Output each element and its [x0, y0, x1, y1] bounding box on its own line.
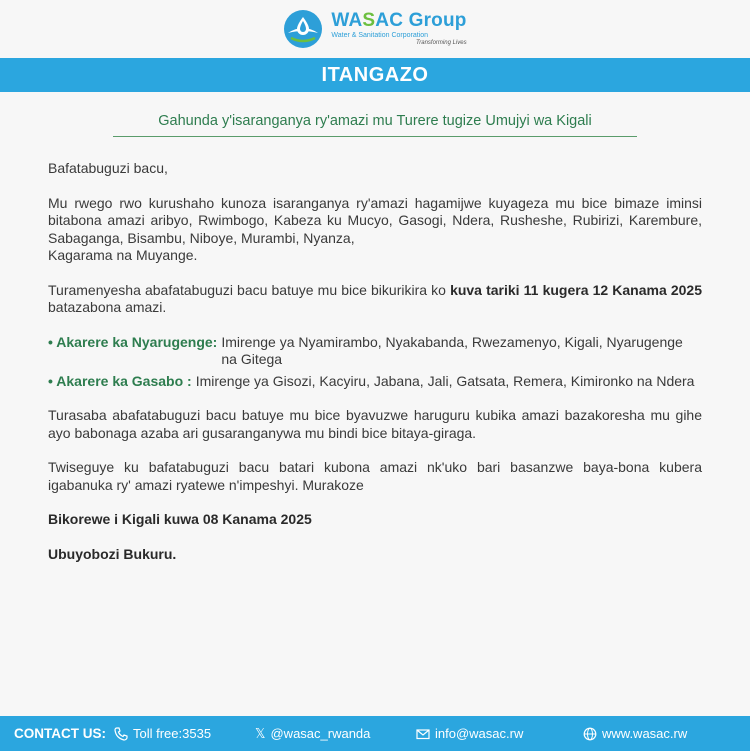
district-item: [48, 334, 702, 369]
paragraph-1: Mu rwego rwo kurushaho kunoza isaranganya ry'amazi hagamijwe kuyageza mu bice bimaze iminsi bitabona amazi aribyo, Rwimbogo, Kabeza ku Mucyo, Gasogi, Ndera, Rusheshe, Rubirizi, Karembure, Sabaganga, Bisambu, Niboye, Murambi, Nyanza,: [48, 194, 702, 246]
paragraph-4: Twiseguye ku bafatabuguzi bacu batari kubona amazi nk'uko bari basanzwe baya-bona kubera igabanuka ry' amazi ryatewe n'impeshyi. Murakoze: [48, 459, 702, 493]
email-address: info@wasac.rw: [435, 726, 524, 741]
announcement-banner: [0, 58, 750, 92]
district-label: • Akarere ka Gasabo :: [48, 372, 192, 389]
x-twitter-icon: 𝕏: [255, 725, 266, 741]
district-label: • Akarere ka Nyarugenge:: [48, 333, 218, 350]
org-tagline: Transforming Lives: [416, 40, 467, 46]
logo: [283, 9, 466, 49]
contact-footer: [0, 716, 750, 751]
twitter-handle: @wasac_rwanda: [270, 726, 371, 741]
globe-icon: [583, 727, 597, 741]
org-subtitle: Water & Sanitation Corporation: [331, 32, 429, 39]
phone-icon: [114, 727, 128, 741]
subject-heading: Gahunda y'isaranganya ry'amazi mu Turere tugize Umujyi wa Kigali: [158, 113, 592, 129]
water-drop-logo-icon: [283, 9, 323, 49]
paragraph-1-last-line: Kagarama na Muyange.: [48, 247, 198, 263]
banner-title: ITANGAZO: [321, 63, 429, 86]
greeting: Bafatabuguzi bacu,: [48, 160, 168, 176]
district-sectors: Imirenge ya Nyamirambo, Nyakabanda, Rwezamenyo, Kigali, Nyarugenge na Gitega: [221, 333, 683, 367]
website-link[interactable]: [583, 716, 687, 751]
header-logo: [0, 0, 750, 57]
contact-label: CONTACT US:: [14, 726, 106, 741]
email-link[interactable]: [416, 716, 523, 751]
phone-contact[interactable]: [114, 716, 211, 751]
district-item: [48, 373, 702, 391]
mail-icon: [416, 727, 430, 741]
website-url: www.wasac.rw: [602, 726, 688, 741]
district-sectors: Imirenge ya Gisozi, Kacyiru, Jabana, Jali, Gatsata, Remera, Kimironko na Ndera: [195, 372, 695, 389]
letter-body: [48, 160, 702, 563]
paragraph-3: Turasaba abafatabuguzi bacu batuye mu bice byavuzwe haruguru kubika amazi bazakoresha mu gihe ayo babonaga azaba ari gusaranganywa mu bindi bice bitaya-giraga.: [48, 407, 702, 441]
phone-number: Toll free:3535: [133, 726, 212, 741]
org-name: WASAC Group: [331, 10, 467, 31]
contact-label-group: [14, 716, 106, 751]
twitter-link[interactable]: [255, 716, 370, 751]
subject-underline: [113, 136, 637, 137]
signature: Ubuyobozi Bukuru.: [48, 545, 177, 562]
date-line: Bikorewe i Kigali kuwa 08 Kanama 2025: [48, 511, 312, 527]
paragraph-2: Turamenyesha abafatabuguzi bacu batuye mu bice bikurikira ko kuva tariki 11 kugera 12 Kanama 2025 batazabona amazi.: [48, 281, 703, 315]
dates-bold: kuva tariki 11 kugera 12 Kanama 2025: [450, 281, 703, 298]
